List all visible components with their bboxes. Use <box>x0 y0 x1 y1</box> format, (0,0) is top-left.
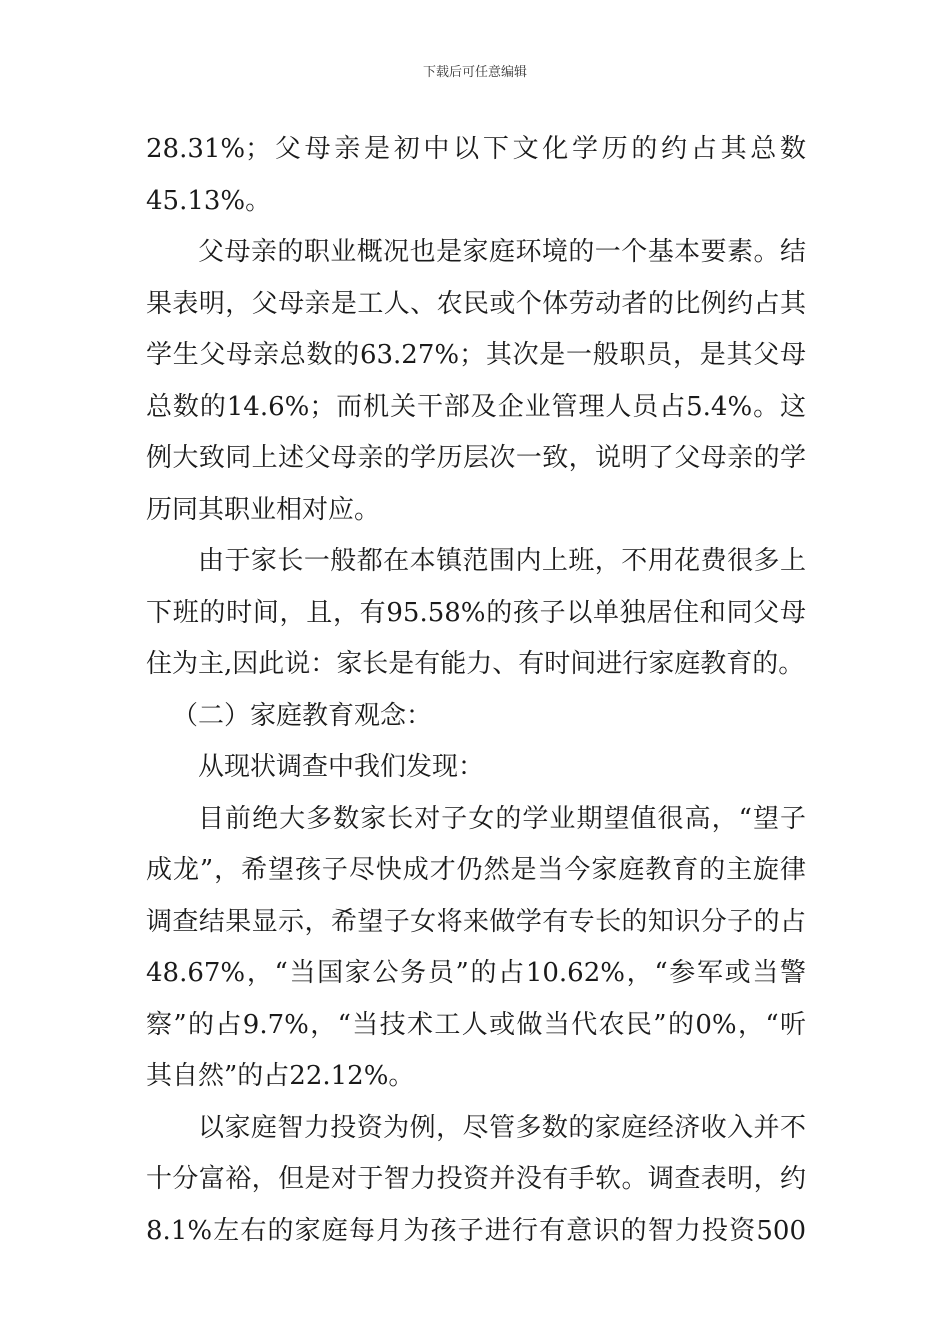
text-line: 住为主,因此说：家长是有能力、有时间进行家庭教育的。 <box>146 649 805 679</box>
section-heading: （二）家庭教育观念： <box>172 700 433 731</box>
text-line: 以家庭智力投资为例，尽管多数的家庭经济收入并不 <box>198 1112 806 1143</box>
text-line: 例大致同上述父母亲的学历层次一致，说明了父母亲的学 <box>146 443 806 473</box>
text-line: 成龙”，希望孩子尽快成才仍然是当今家庭教育的主旋律 <box>146 855 806 885</box>
text-line: 十分富裕，但是对于智力投资并没有手软。调查表明，约 <box>146 1164 806 1194</box>
text-line: 从现状调查中我们发现： <box>198 752 485 782</box>
text-line: 其自然”的占22.12%。 <box>146 1061 415 1091</box>
text-line: 下班的时间，且，有95.58%的孩子以单独居住和同父母 <box>146 597 806 628</box>
text-line: 8.1%左右的家庭每月为孩子进行有意识的智力投资500 <box>146 1215 806 1246</box>
text-line: 调查结果显示，希望子女将来做学有专长的知识分子的占 <box>146 906 806 937</box>
text-line: 由于家长一般都在本镇范围内上班，不用花费很多上 <box>198 546 806 576</box>
text-line: 28.31%；父母亲是初中以下文化学历的约占其总数 <box>146 134 806 164</box>
document-body <box>146 124 806 1257</box>
text-line: 察”的占9.7%，“当技术工人或做当代农民”的0%，“听 <box>146 1009 806 1040</box>
text-line: 目前绝大多数家长对子女的学业期望值很高，“望子 <box>198 803 806 834</box>
text-line: 总数的14.6%；而机关干部及企业管理人员占5.4%。这 <box>146 391 806 422</box>
text-line: 果表明，父母亲是工人、农民或个体劳动者的比例约占其 <box>146 288 806 319</box>
text-line: 48.67%，“当国家公务员”的占10.62%，“参军或当警 <box>146 958 806 988</box>
text-line: 45.13%。 <box>146 185 272 216</box>
text-line: 历同其职业相对应。 <box>146 494 381 525</box>
page-header: 下载后可任意编辑 <box>422 65 527 80</box>
text-line: 父母亲的职业概况也是家庭环境的一个基本要素。结 <box>198 237 806 267</box>
text-line: 学生父母亲总数的63.27%；其次是一般职员，是其父母 <box>146 340 806 370</box>
